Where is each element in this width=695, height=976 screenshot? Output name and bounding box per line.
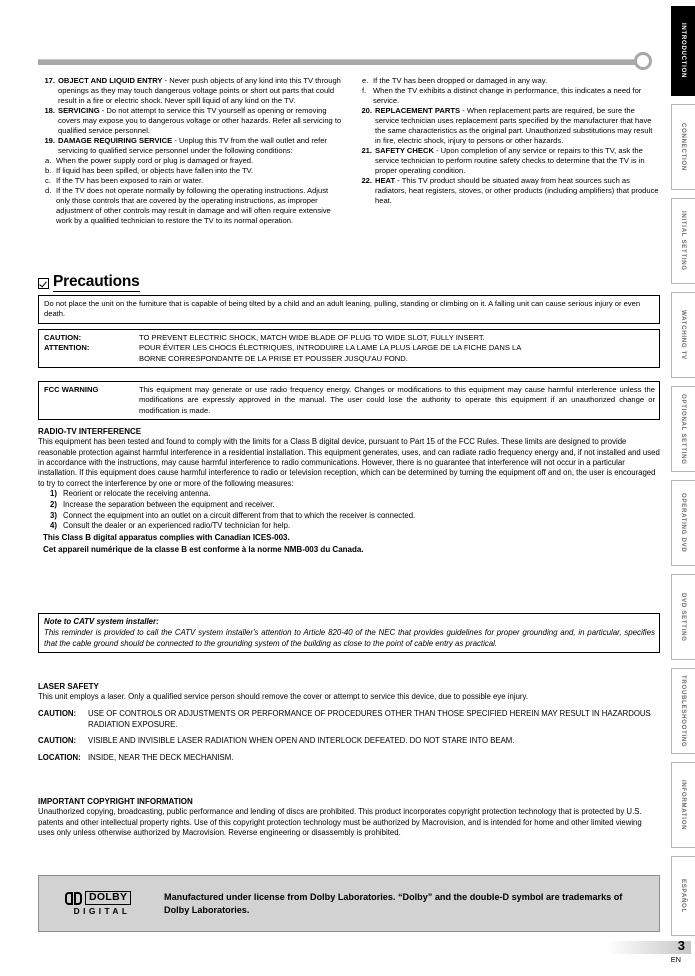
list-item-text: - Never push objects of any kind into this TV through openings as they may touch dangerous voltage points or short out parts that could result in a fire or electric shock. Never spill liquid of any kind on the TV. bbox=[58, 76, 341, 106]
list-item-body bbox=[58, 76, 343, 106]
laser-location-row bbox=[38, 753, 660, 764]
radio-tv-interference-section bbox=[38, 427, 660, 555]
page-number: 3 bbox=[677, 938, 685, 953]
list-item-text: - Do not attempt to service this TV yourself as opening or removing covers may expose you to dangerous voltage or other hazards. Refer all servicing to qualified service personnel. bbox=[58, 106, 342, 136]
laser-safety-section bbox=[38, 682, 660, 764]
list-item-title: OBJECT AND LIQUID ENTRY bbox=[58, 76, 163, 85]
sub-list-item-letter: b. bbox=[45, 166, 52, 176]
sub-list-item bbox=[38, 186, 343, 226]
section-title: RADIO-TV INTERFERENCE bbox=[38, 427, 142, 436]
sidebar-item-operating-dvd[interactable] bbox=[671, 480, 695, 566]
sub-list-item bbox=[38, 156, 343, 166]
laser-row-key: CAUTION: bbox=[38, 736, 77, 746]
sub-list-item bbox=[38, 176, 343, 186]
sub-list-item-text: If the TV does not operate normally by following the operating instructions. Adjust only those controls that are covered by the operating instructions, as improper adjustment of other controls may result in damage and will often require extensive work by a qualified technician to restore the TV to its normal operation. bbox=[56, 186, 331, 226]
laser-row-value: USE OF CONTROLS OR ADJUSTMENTS OR PERFORMANCE OF PROCEDURES OTHER THAN THOSE SPECIFIED HEREIN MAY RESULT IN HAZARDOUS RADIATION EXPOSURE. bbox=[88, 708, 651, 729]
list-item-text: - This TV product should be situated away from heat sources such as radiators, heat registers, stoves, or other products (including amplifiers) that produce heat. bbox=[375, 176, 659, 206]
section-title: LASER SAFETY bbox=[38, 682, 99, 691]
list-item bbox=[355, 106, 660, 146]
list-item-number: 17. bbox=[44, 76, 55, 85]
header-rule bbox=[38, 59, 636, 65]
laser-row-value: VISIBLE AND INVISIBLE LASER RADIATION WHEN OPEN AND INTERLOCK DEFEATED. DO NOT STARE INTO BEAM. bbox=[88, 736, 515, 746]
list-item bbox=[38, 106, 343, 136]
dolby-double-d-icon bbox=[65, 892, 82, 905]
sidebar-item-optional-setting[interactable] bbox=[671, 386, 695, 472]
catv-note-body: This reminder is provided to call the CATV system installer's attention to Article 820-40 of the NEC that provides guidelines for proper grounding and, in particular, specifies that the cable ground should be connected to the grounding system of the building as close to the point of cable entry as practical. bbox=[44, 627, 655, 648]
measure-text: Connect the equipment into an outlet on a circuit different from that to which the receiver is connected. bbox=[63, 510, 416, 520]
sub-list-item-text: If the TV has been dropped or damaged in any way. bbox=[373, 76, 548, 85]
checked-box-icon bbox=[38, 278, 49, 289]
measure-number: 2) bbox=[50, 499, 57, 509]
section-tabs-rail bbox=[669, 0, 695, 976]
catv-note-box bbox=[38, 613, 660, 653]
laser-row-value: INSIDE, NEAR THE DECK MECHANISM. bbox=[88, 753, 234, 762]
caution-line-fr-1: POUR ÉVITER LES CHOCS ÉLECTRIQUES, INTRODUIRE LA LAME LA PLUS LARGE DE LA FICHE DANS LA bbox=[139, 343, 522, 353]
list-item bbox=[355, 176, 660, 206]
sub-list-item-letter: a. bbox=[45, 156, 52, 166]
list-item-body bbox=[58, 136, 343, 156]
sidebar-item-dvd-setting[interactable] bbox=[671, 574, 695, 660]
fcc-warning-box bbox=[38, 381, 660, 420]
sidebar-item-espanol[interactable] bbox=[671, 856, 695, 936]
dolby-license-text: Manufactured under license from Dolby Laboratories. “Dolby” and the double-D symbol are trademarks of Dolby Laboratories. bbox=[164, 891, 623, 915]
sidebar-item-label: INFORMATION bbox=[680, 779, 687, 831]
sidebar-item-initial-setting[interactable] bbox=[671, 198, 695, 284]
sidebar-item-watching-tv[interactable] bbox=[671, 292, 695, 378]
sidebar-item-troubleshooting[interactable] bbox=[671, 668, 695, 754]
measures-list bbox=[38, 489, 660, 532]
sidebar-item-label: OPTIONAL SETTING bbox=[680, 393, 687, 465]
list-item-text: - When replacement parts are required, be sure the service technician uses replacement parts specified by the manufacturer that have the same characteristics as the original part. Unauthorized substitutions may result in fire, electric shock, injury to persons or other hazards. bbox=[375, 106, 653, 146]
list-item-title: SAFETY CHECK bbox=[375, 146, 434, 156]
fcc-warning-label: FCC WARNING bbox=[44, 385, 99, 394]
caution-key-fr: ATTENTION: bbox=[44, 343, 90, 353]
laser-caution-row bbox=[38, 709, 660, 731]
sidebar-item-label: WATCHING TV bbox=[680, 310, 687, 360]
sidebar-item-label: INITIAL SETTING bbox=[680, 211, 687, 271]
section-body: This equipment has been tested and found to comply with the limits for a Class B digital device, pursuant to Part 15 of the FCC Rules. These limits are designed to provide reasonable protection against harmful interference in a residential installation. This equipment generates, uses, and can radiate radio frequency energy and, if not installed and used in accordance with the instructions, may cause harmful interference to radio communications. However, there is no guarantee that interference will not occur in a particular installation. If this equipment does cause harmful interference to radio or television reception, which can be determined by turning the equipment off and on, the user is encouraged to try to correct the interference by one or more of the following measures: bbox=[38, 437, 660, 488]
sub-list-item-letter: e. bbox=[362, 76, 369, 85]
precautions-heading bbox=[38, 274, 140, 292]
measure-item bbox=[38, 511, 660, 522]
list-item-text: - Upon completion of any service or repairs to this TV, ask the service technician to perform routine safety checks to determine that the TV is in proper operating condition. bbox=[375, 146, 645, 176]
ices-statement-en: This Class B digital apparatus complies with Canadian ICES-003. bbox=[43, 533, 290, 543]
dolby-license-box bbox=[38, 875, 660, 932]
list-item-text: - Unplug this TV from the wall outlet and refer servicing to qualified service personnel under the following conditions: bbox=[58, 136, 327, 156]
sub-list-item-text: If liquid has been spilled, or objects have fallen into the TV. bbox=[56, 166, 254, 176]
sidebar-item-label: OPERATING DVD bbox=[680, 493, 687, 553]
safety-instructions-columns bbox=[38, 76, 660, 226]
fcc-warning-text: This equipment may generate or use radio frequency energy. Changes or modifications to this equipment may cause harmful interference unless the modifications are expressly approved in the manual. The user could lose the authority to operate this equipment if an unauthorized change or modification is made. bbox=[139, 385, 655, 415]
page-language-code: EN bbox=[670, 955, 681, 964]
header-decoration bbox=[38, 52, 660, 74]
section-body: This unit employs a laser. Only a qualified service person should remove the cover or attempt to service this device, due to possible eye injury. bbox=[38, 692, 529, 702]
tilt-warning-text: Do not place the unit on the furniture that is capable of being tilted by a child and an adult leaning, pulling, standing or climbing on it. A falling unit can cause serious injury or even death. bbox=[44, 299, 641, 319]
measure-item bbox=[38, 489, 660, 500]
laser-row-key: LOCATION: bbox=[38, 753, 81, 762]
sub-list-item-text: If the TV has been exposed to rain or water. bbox=[56, 176, 204, 186]
list-item-number: 22. bbox=[361, 176, 372, 186]
sidebar-item-information[interactable] bbox=[671, 762, 695, 848]
safety-column-right bbox=[355, 76, 660, 226]
section-body: Unauthorized copying, broadcasting, public performance and lending of discs are prohibited. This product incorporates copyright protection technology that is protected by U.S. patents and other intellectual property rights. Use of this copyright protection technology must be authorized by Macrovision, and is intended for home and other limited viewing uses only unless otherwise authorized by Macrovision. Reverse engineering or disassembly is prohibited. bbox=[38, 807, 642, 838]
caution-line-en: TO PREVENT ELECTRIC SHOCK, MATCH WIDE BLADE OF PLUG TO WIDE SLOT, FULLY INSERT. bbox=[139, 333, 485, 342]
sub-list-item-text: When the power supply cord or plug is damaged or frayed. bbox=[56, 156, 254, 166]
sub-list-item-letter: c. bbox=[45, 176, 51, 186]
tilt-warning-box bbox=[38, 295, 660, 324]
caution-key-en: CAUTION: bbox=[44, 333, 82, 342]
caution-line-fr-2: BORNE CORRESPONDANTE DE LA PRISE ET POUSSER JUSQU'AU FOND. bbox=[139, 353, 408, 363]
sidebar-item-introduction[interactable] bbox=[671, 6, 695, 96]
list-item-title: DAMAGE REQUIRING SERVICE bbox=[58, 136, 173, 146]
sidebar-item-connection[interactable] bbox=[671, 104, 695, 190]
measure-item bbox=[38, 521, 660, 532]
page-number-bar bbox=[607, 938, 691, 954]
safety-column-left bbox=[38, 76, 343, 226]
dolby-wordmark: DOLBY bbox=[85, 891, 131, 906]
list-item-number: 19. bbox=[44, 136, 55, 146]
list-item bbox=[355, 146, 660, 176]
header-circle-icon bbox=[634, 52, 652, 70]
sub-list-item-letter: d. bbox=[45, 186, 52, 196]
list-item-title: REPLACEMENT PARTS bbox=[375, 106, 461, 116]
sidebar-item-label: INTRODUCTION bbox=[680, 23, 687, 79]
laser-caution-row bbox=[38, 736, 660, 747]
measure-text: Consult the dealer or an experienced radio/TV technician for help. bbox=[63, 521, 291, 531]
sidebar-item-label: TROUBLESHOOTING bbox=[680, 674, 687, 748]
measure-number: 4) bbox=[50, 521, 57, 531]
laser-row-key: CAUTION: bbox=[38, 708, 77, 718]
copyright-section bbox=[38, 797, 660, 838]
measure-number: 1) bbox=[50, 489, 57, 499]
list-item-number: 18. bbox=[44, 106, 55, 116]
measure-text: Reorient or relocate the receiving antenna. bbox=[63, 489, 211, 499]
caution-keys bbox=[44, 333, 139, 364]
sub-list bbox=[38, 156, 343, 226]
sub-list-item-letter: f. bbox=[362, 86, 367, 96]
list-item bbox=[38, 136, 343, 156]
dolby-digital-label: DIGITAL bbox=[73, 906, 131, 917]
list-item-number: 21. bbox=[361, 146, 372, 156]
sidebar-item-label: ESPAÑOL bbox=[680, 879, 687, 913]
caution-attention-box bbox=[38, 329, 660, 368]
sub-list-item bbox=[355, 86, 660, 106]
sub-list-item-text: When the TV exhibits a distinct change in performance, this indicates a need for service. bbox=[373, 86, 642, 106]
measure-number: 3) bbox=[50, 510, 57, 520]
sub-list-item bbox=[355, 76, 660, 86]
list-item-body bbox=[375, 176, 660, 206]
list-item-body bbox=[58, 106, 343, 136]
sidebar-item-label: CONNECTION bbox=[680, 123, 687, 171]
list-item-body bbox=[375, 106, 660, 146]
list-item-title: HEAT bbox=[375, 176, 396, 186]
ices-statement-fr: Cet appareil numérique de la classe B est conforme à la norme NMB-003 du Canada. bbox=[43, 544, 364, 554]
page-title: Precautions bbox=[53, 274, 140, 292]
sidebar-item-label: DVD SETTING bbox=[680, 592, 687, 642]
list-item bbox=[38, 76, 343, 106]
measure-text: Increase the separation between the equipment and receiver. bbox=[63, 499, 275, 509]
measure-item bbox=[38, 500, 660, 511]
dolby-logo bbox=[39, 891, 164, 917]
list-item-number: 20. bbox=[361, 106, 372, 116]
sub-list bbox=[355, 76, 660, 106]
list-item-title: SERVICING bbox=[58, 106, 100, 116]
catv-note-title: Note to CATV system installer: bbox=[44, 617, 159, 626]
caution-values bbox=[139, 333, 655, 364]
page-footer bbox=[607, 938, 691, 964]
list-item-body bbox=[375, 146, 660, 176]
section-title: IMPORTANT COPYRIGHT INFORMATION bbox=[38, 797, 193, 806]
sub-list-item bbox=[38, 166, 343, 176]
